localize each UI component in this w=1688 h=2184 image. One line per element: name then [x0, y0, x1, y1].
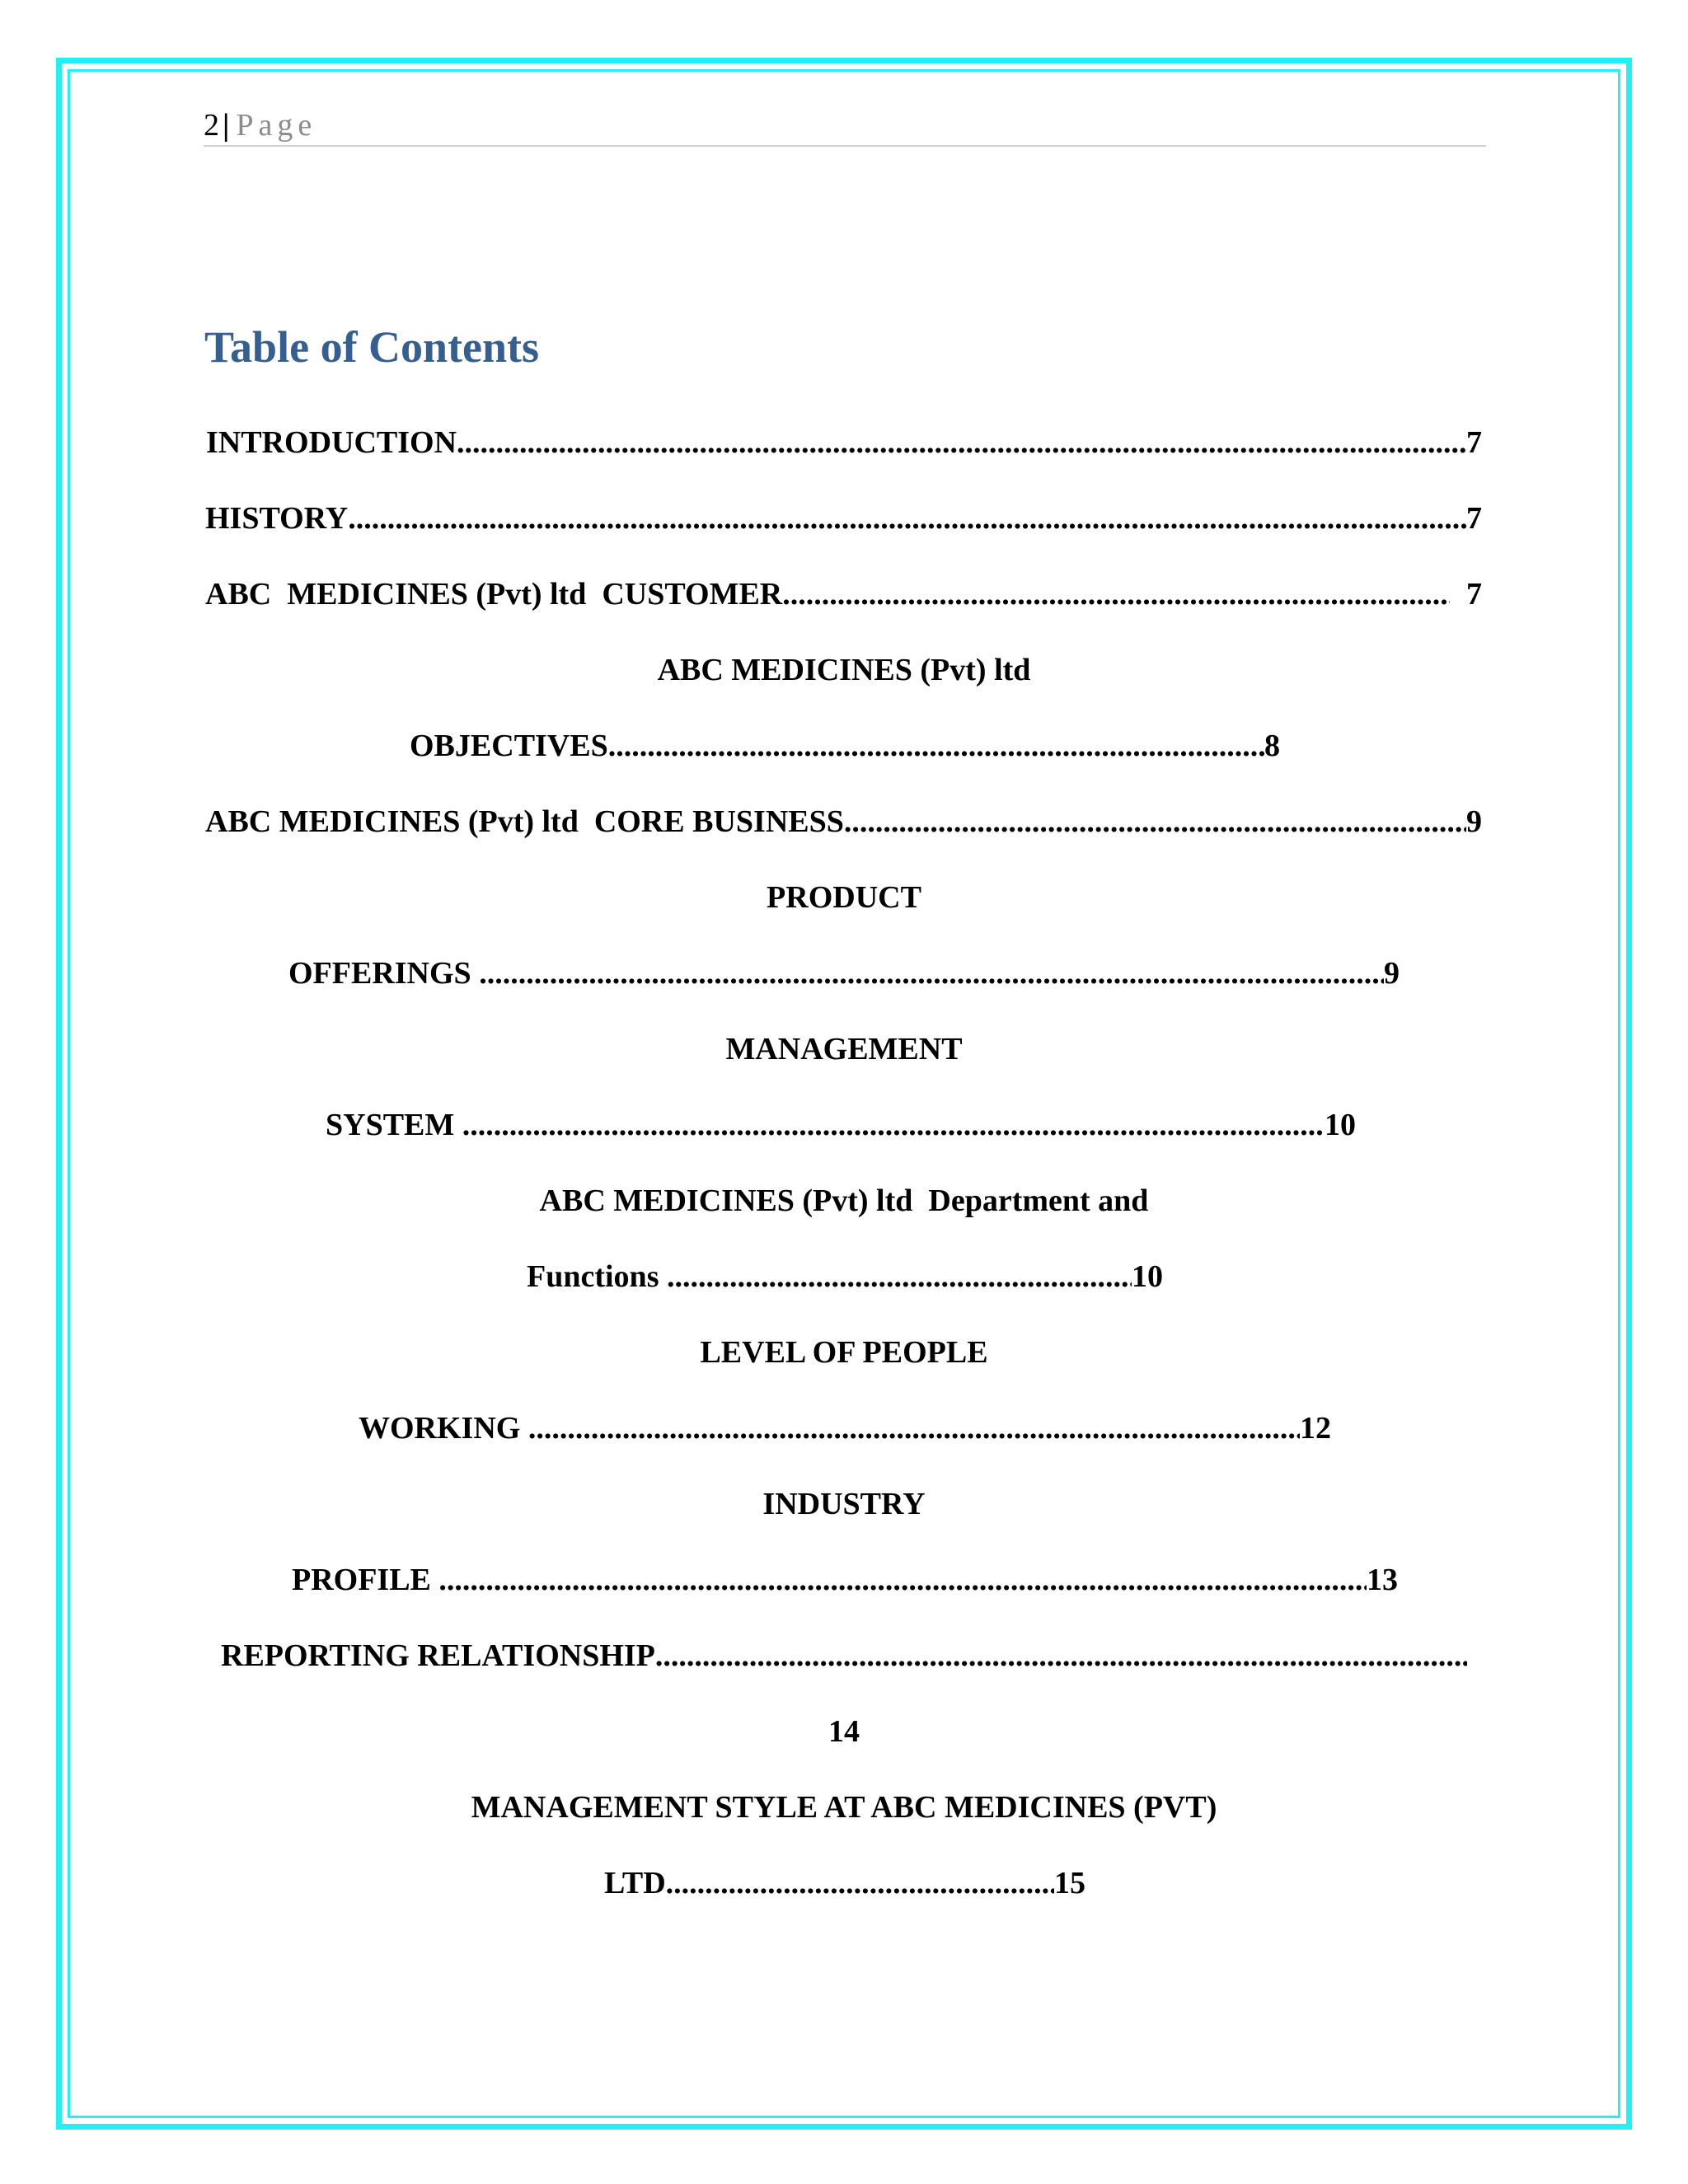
- toc-leader-dots: [655, 1635, 1467, 1676]
- toc-entry-level-line1[interactable]: LEVEL OF PEOPLE: [700, 1335, 988, 1370]
- toc-leader-dots: [666, 1863, 1054, 1904]
- toc-leader-dots: [462, 1104, 1325, 1146]
- toc-entry-industry-profile[interactable]: [292, 1559, 1398, 1601]
- toc-entry-customer[interactable]: [205, 574, 1482, 615]
- toc-entry-page: 15: [1054, 1866, 1085, 1900]
- toc-entry-label: OBJECTIVES: [410, 729, 608, 763]
- toc-leader-dots: [608, 725, 1264, 766]
- toc-leader-dots: [844, 801, 1466, 842]
- toc-leader-dots: [528, 1408, 1300, 1449]
- toc-leader-dots: [667, 1256, 1132, 1297]
- toc-leader-dots: [479, 953, 1384, 994]
- toc-entry-label: PROFILE: [292, 1563, 439, 1597]
- header-separator: |: [223, 108, 230, 143]
- toc-entry-label: Functions: [527, 1259, 667, 1294]
- toc-entry-label: LTD: [604, 1866, 666, 1900]
- toc-entry-reporting[interactable]: [221, 1635, 1467, 1676]
- toc-entry-industry-line1[interactable]: INDUSTRY: [762, 1487, 926, 1521]
- toc-entry-management-system[interactable]: [326, 1104, 1356, 1146]
- toc-entry-history[interactable]: [205, 498, 1482, 539]
- toc-entry-label: SYSTEM: [326, 1108, 462, 1142]
- page-number: 2: [204, 108, 219, 143]
- toc-leader-dots: [438, 1559, 1367, 1601]
- toc-leader-dots: [782, 574, 1450, 615]
- toc-entry-page: 7: [1466, 501, 1482, 536]
- toc-entry-reporting-page[interactable]: 14: [828, 1714, 860, 1749]
- toc-entry-label: INTRODUCTION: [206, 425, 457, 460]
- toc-entry-page: 8: [1264, 729, 1280, 763]
- toc-entry-department-line1[interactable]: ABC MEDICINES (Pvt) ltd Department and: [539, 1183, 1149, 1218]
- toc-entry-management-line1[interactable]: MANAGEMENT: [725, 1032, 963, 1066]
- toc-entry-page: 9: [1466, 804, 1482, 839]
- toc-entry-management-style[interactable]: [604, 1863, 1085, 1904]
- toc-title: Table of Contents: [204, 322, 540, 372]
- toc-entry-objectives-line1[interactable]: ABC MEDICINES (Pvt) ltd: [657, 653, 1031, 687]
- toc-leader-dots: [348, 498, 1466, 539]
- toc-entry-page: 10: [1325, 1108, 1356, 1142]
- toc-leader-dots: [457, 422, 1466, 463]
- toc-entry-product-line1[interactable]: PRODUCT: [767, 880, 921, 915]
- toc-entry-page: 13: [1367, 1563, 1398, 1597]
- toc-entry-label: OFFERINGS: [288, 956, 480, 991]
- toc-entry-management-style-line1[interactable]: MANAGEMENT STYLE AT ABC MEDICINES (PVT): [471, 1790, 1217, 1825]
- toc-entry-page: 7: [1466, 577, 1482, 612]
- toc-entry-product-offerings[interactable]: [288, 953, 1400, 994]
- toc-entry-core-business[interactable]: [205, 801, 1482, 842]
- toc-entry-label: REPORTING RELATIONSHIP: [221, 1638, 655, 1673]
- page-word: Page: [236, 108, 317, 143]
- page-header: [204, 105, 1486, 147]
- toc-entry-level-working[interactable]: [359, 1408, 1331, 1449]
- toc-entry-label: WORKING: [359, 1411, 528, 1446]
- toc-entry-page: 9: [1384, 956, 1400, 991]
- toc-entry-page: 12: [1300, 1411, 1331, 1446]
- toc-entry-department-functions[interactable]: [527, 1256, 1163, 1297]
- toc-entry-label: ABC MEDICINES (Pvt) ltd CORE BUSINESS: [205, 804, 844, 839]
- toc-entry-introduction[interactable]: [206, 422, 1482, 463]
- toc-entry-page: 7: [1466, 425, 1482, 460]
- toc-entry-label: ABC MEDICINES (Pvt) ltd CUSTOMER: [205, 577, 783, 612]
- toc-entry-label: HISTORY: [205, 501, 349, 536]
- toc-entry-objectives[interactable]: [410, 725, 1280, 766]
- toc-entry-page: 10: [1132, 1259, 1163, 1294]
